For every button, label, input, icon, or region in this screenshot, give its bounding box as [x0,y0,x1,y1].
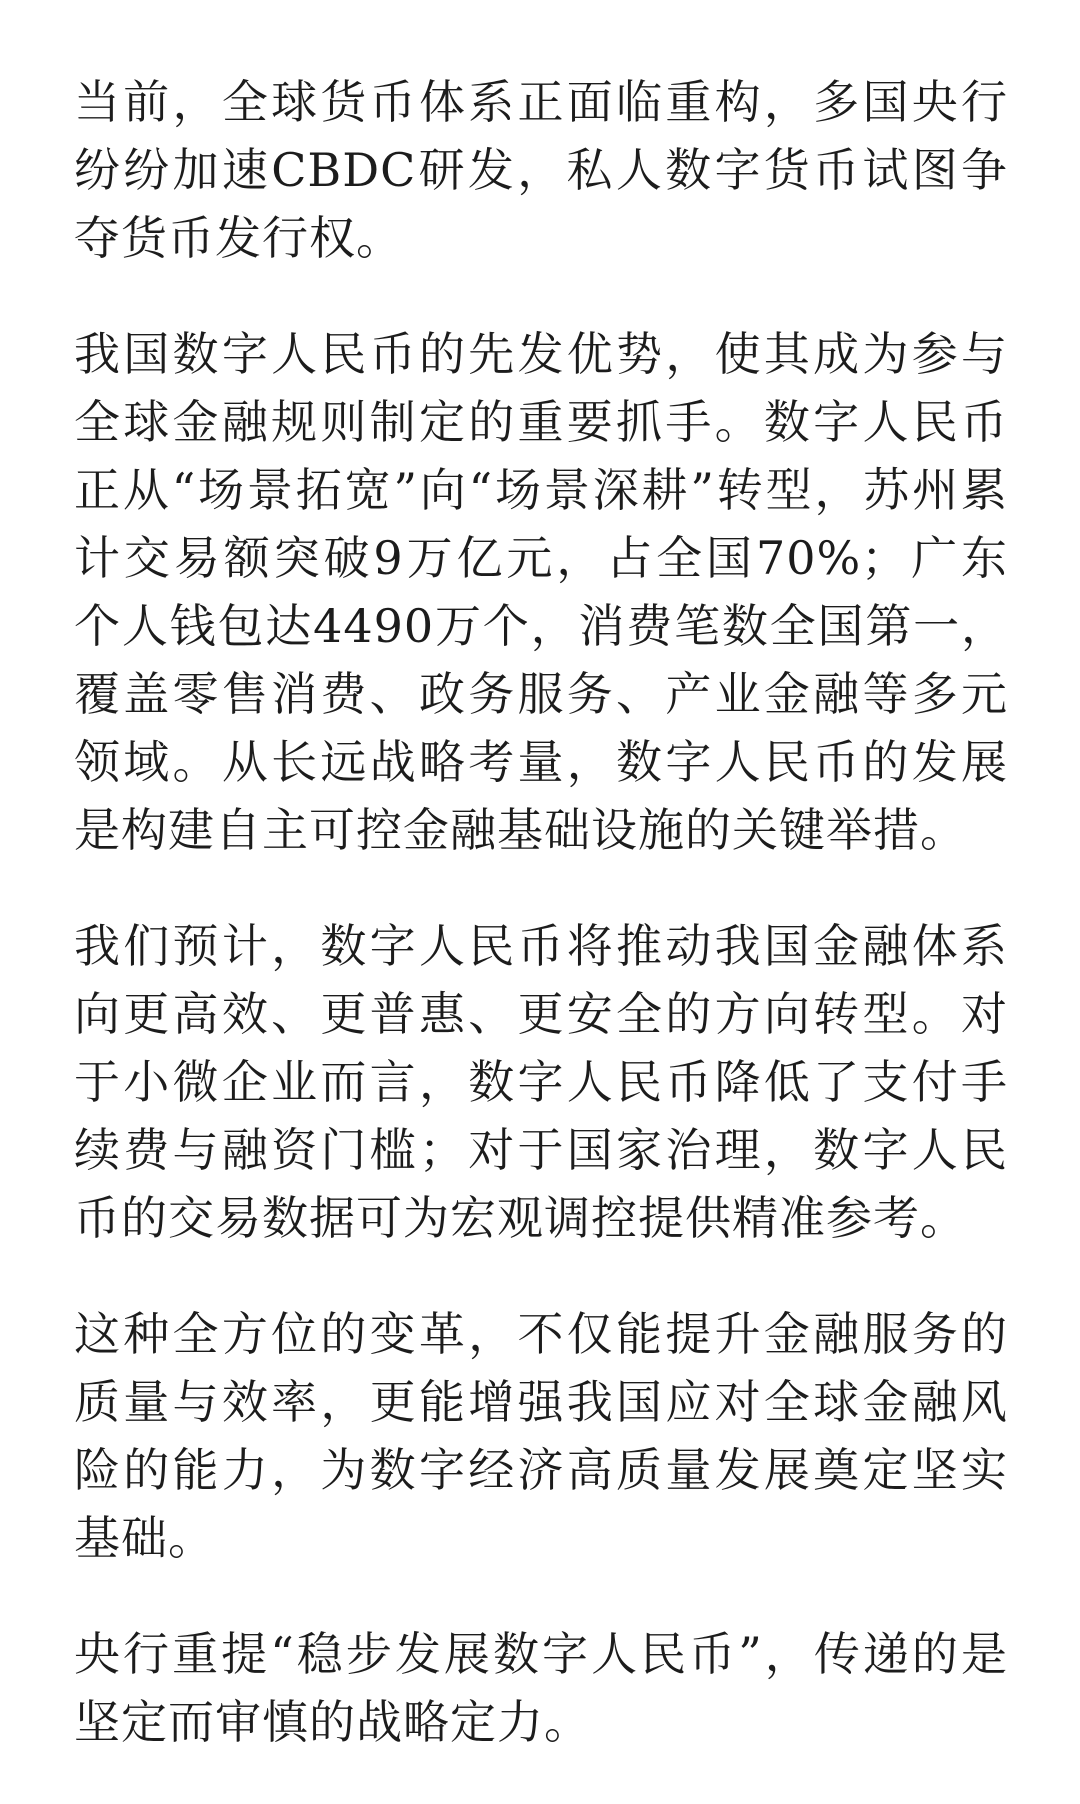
paragraph-comprehensive-reform: 这种全方位的变革，不仅能提升金融服务的质量与效率，更能增强我国应对全球金融风险的能力，为数字经济高质量发展奠定坚实基础。 [74,1307,1008,1565]
paragraph-central-bank-stance: 央行重提“稳步发展数字人民币”，传递的是坚定而审慎的战略定力。 [74,1627,1008,1749]
paragraph-global-currency: 当前，全球货币体系正面临重构，多国央行纷纷加速CBDC研发，私人数字货币试图争夺货币发行权。 [74,75,1008,265]
paragraph-first-mover-advantage: 我国数字人民币的先发优势，使其成为参与全球金融规则制定的重要抓手。数字人民币正从“场景拓宽”向“场景深耕”转型，苏州累计交易额突破9万亿元，占全国70%；广东个人钱包达4490万个，消费笔数全国第一，覆盖零售消费、政务服务、产业金融等多元领域。从长远战略考量，数字人民币的发展是构建自主可控金融基础设施的关键举措。 [74,327,1008,857]
paragraph-financial-transformation: 我们预计，数字人民币将推动我国金融体系向更高效、更普惠、更安全的方向转型。对于小微企业而言，数字人民币降低了支付手续费与融资门槛；对于国家治理，数字人民币的交易数据可为宏观调控提供精准参考。 [74,919,1008,1245]
article-body [74,68,1008,1804]
